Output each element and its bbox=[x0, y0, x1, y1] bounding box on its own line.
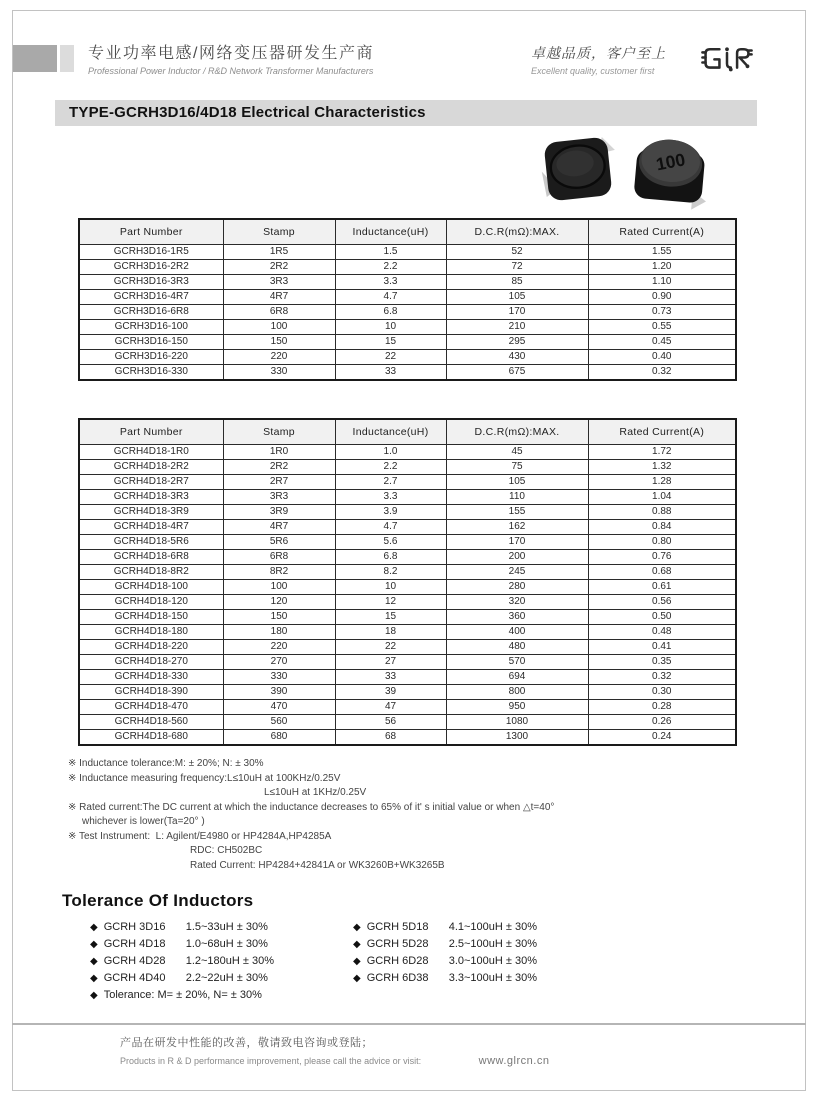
tolerance-section bbox=[90, 921, 537, 1006]
table-cell: 105 bbox=[446, 475, 588, 490]
table-cell: 100 bbox=[223, 320, 335, 335]
table-row bbox=[79, 655, 736, 670]
table-cell: 560 bbox=[223, 715, 335, 730]
tolerance-name: GCRH 6D28 bbox=[366, 955, 429, 967]
table-cell: 10 bbox=[335, 580, 446, 595]
header-light-square bbox=[60, 45, 74, 72]
table-row bbox=[79, 260, 736, 275]
gcrh3d16-table bbox=[78, 218, 737, 381]
table-row bbox=[79, 475, 736, 490]
diamond-bullet-icon: ◆ bbox=[90, 973, 98, 984]
tolerance-name: GCRH 5D28 bbox=[366, 938, 429, 950]
table-cell: 170 bbox=[446, 535, 588, 550]
tolerance-name: Tolerance: M= ± 20%, N= ± 30% bbox=[103, 989, 262, 1001]
table-cell: 1.10 bbox=[588, 275, 736, 290]
table-cell: 694 bbox=[446, 670, 588, 685]
tolerance-item bbox=[353, 938, 537, 950]
diamond-bullet-icon: ◆ bbox=[353, 922, 361, 933]
table-row bbox=[79, 305, 736, 320]
table-cell: 0.24 bbox=[588, 730, 736, 746]
company-logo-icon bbox=[698, 40, 756, 85]
table-cell: 0.55 bbox=[588, 320, 736, 335]
table-cell: 330 bbox=[223, 670, 335, 685]
notes bbox=[68, 757, 554, 873]
table-row bbox=[79, 715, 736, 730]
diamond-bullet-icon: ◆ bbox=[90, 922, 98, 933]
gcrh4d18-table bbox=[78, 418, 737, 746]
note-line: L≤10uH at 1KHz/0.25V bbox=[264, 787, 367, 798]
table-cell: GCRH3D16-3R3 bbox=[79, 275, 223, 290]
table-cell: 4R7 bbox=[223, 520, 335, 535]
table-row bbox=[79, 335, 736, 350]
diamond-bullet-icon: ◆ bbox=[90, 956, 98, 967]
tolerance-item bbox=[353, 921, 537, 933]
product-photos bbox=[537, 128, 711, 210]
table-cell: GCRH3D16-100 bbox=[79, 320, 223, 335]
inductor-photo-square bbox=[537, 128, 619, 210]
table-row bbox=[79, 445, 736, 460]
table-row bbox=[79, 245, 736, 260]
table-cell: 0.35 bbox=[588, 655, 736, 670]
footer-note-en bbox=[120, 1055, 549, 1067]
note-line: ※ Test Instrument: L: Agilent/E4980 or HP4284A,HP4285A bbox=[68, 830, 332, 842]
table-cell: 0.40 bbox=[588, 350, 736, 365]
table-row bbox=[79, 730, 736, 746]
footer-url: www.glrcn.cn bbox=[478, 1055, 550, 1067]
table-cell: 2R2 bbox=[223, 460, 335, 475]
table-cell: 0.41 bbox=[588, 640, 736, 655]
column-header: Rated Current(A) bbox=[588, 219, 736, 245]
note-line: ※ Inductance tolerance:M: ± 20%; N: ± 30% bbox=[68, 758, 264, 769]
company-block bbox=[88, 40, 374, 76]
table-cell: 33 bbox=[335, 670, 446, 685]
table-cell: GCRH4D18-2R7 bbox=[79, 475, 223, 490]
table-row bbox=[79, 550, 736, 565]
table-cell: 430 bbox=[446, 350, 588, 365]
table-cell: 170 bbox=[446, 305, 588, 320]
table-cell: GCRH4D18-150 bbox=[79, 610, 223, 625]
note-line: RDC: CH502BC bbox=[190, 845, 263, 856]
table-cell: 2.7 bbox=[335, 475, 446, 490]
table-cell: 2R2 bbox=[223, 260, 335, 275]
table-cell: 1080 bbox=[446, 715, 588, 730]
table-cell: 100 bbox=[223, 580, 335, 595]
table-cell: 2.2 bbox=[335, 260, 446, 275]
table-cell: 1.32 bbox=[588, 460, 736, 475]
table-cell: 0.76 bbox=[588, 550, 736, 565]
table-cell: 12 bbox=[335, 595, 446, 610]
table-cell: 3.3 bbox=[335, 490, 446, 505]
footer-note-en-text: Products in R & D performance improvement, please call the advice or visit: bbox=[120, 1056, 422, 1066]
column-header: Rated Current(A) bbox=[588, 419, 736, 445]
table-cell: 4.7 bbox=[335, 520, 446, 535]
table-cell: 5.6 bbox=[335, 535, 446, 550]
note-line: whichever is lower(Ta=20° ) bbox=[82, 816, 205, 827]
table-cell: GCRH4D18-1R0 bbox=[79, 445, 223, 460]
table-cell: 6R8 bbox=[223, 305, 335, 320]
footer bbox=[120, 1034, 549, 1067]
table-cell: 0.56 bbox=[588, 595, 736, 610]
table-cell: 0.68 bbox=[588, 565, 736, 580]
table-cell: GCRH3D16-220 bbox=[79, 350, 223, 365]
tolerance-item bbox=[90, 938, 350, 950]
page-title: TYPE-GCRH3D16/4D18 Electrical Characteristics bbox=[69, 104, 426, 121]
table-cell: 18 bbox=[335, 625, 446, 640]
inductor-photo-marked bbox=[629, 128, 711, 210]
table-cell: 39 bbox=[335, 685, 446, 700]
table-row bbox=[79, 685, 736, 700]
table-cell: 0.30 bbox=[588, 685, 736, 700]
table-cell: GCRH3D16-6R8 bbox=[79, 305, 223, 320]
tolerance-name: GCRH 4D40 bbox=[103, 972, 166, 984]
tolerance-heading: Tolerance Of Inductors bbox=[62, 891, 254, 910]
table-cell: 3R3 bbox=[223, 490, 335, 505]
table-cell: 105 bbox=[446, 290, 588, 305]
table-cell: 1.72 bbox=[588, 445, 736, 460]
table-cell: 0.84 bbox=[588, 520, 736, 535]
table-cell: 950 bbox=[446, 700, 588, 715]
company-name-zh: 专业功率电感/网络变压器研发生产商 bbox=[88, 45, 374, 62]
table-cell: 1R0 bbox=[223, 445, 335, 460]
table-cell: GCRH4D18-100 bbox=[79, 580, 223, 595]
table-cell: 45 bbox=[446, 445, 588, 460]
table-cell: GCRH4D18-2R2 bbox=[79, 460, 223, 475]
table-cell: GCRH4D18-8R2 bbox=[79, 565, 223, 580]
table-cell: GCRH4D18-390 bbox=[79, 685, 223, 700]
table-cell: 0.90 bbox=[588, 290, 736, 305]
tolerance-spec: 1.2~180uH ± 30% bbox=[185, 955, 274, 967]
tolerance-item bbox=[90, 921, 350, 933]
diamond-bullet-icon: ◆ bbox=[353, 973, 361, 984]
table-cell: 1300 bbox=[446, 730, 588, 746]
column-header: Inductance(uH) bbox=[335, 219, 446, 245]
table-row bbox=[79, 290, 736, 305]
tolerance-item bbox=[353, 955, 537, 967]
tagline-zh: 卓越品质，客户至上 bbox=[531, 45, 666, 61]
tolerance-item bbox=[90, 972, 350, 984]
tolerance-name: GCRH 3D16 bbox=[103, 921, 166, 933]
column-header: Stamp bbox=[223, 219, 335, 245]
table-cell: 1.0 bbox=[335, 445, 446, 460]
table-cell: 390 bbox=[223, 685, 335, 700]
table-row bbox=[79, 320, 736, 335]
table-cell: GCRH4D18-3R9 bbox=[79, 505, 223, 520]
table-cell: 0.88 bbox=[588, 505, 736, 520]
table-cell: 0.50 bbox=[588, 610, 736, 625]
table-cell: 10 bbox=[335, 320, 446, 335]
table-row bbox=[79, 670, 736, 685]
note-line: Rated Current: HP4284+42841A or WK3260B+WK3265B bbox=[190, 859, 445, 871]
table-cell: 1.5 bbox=[335, 245, 446, 260]
table-cell: 0.80 bbox=[588, 535, 736, 550]
tolerance-col-right bbox=[353, 921, 537, 1006]
table-cell: GCRH3D16-330 bbox=[79, 365, 223, 381]
table-cell: 150 bbox=[223, 335, 335, 350]
table-cell: 3R9 bbox=[223, 505, 335, 520]
table-cell: GCRH4D18-270 bbox=[79, 655, 223, 670]
company-name-en: Professional Power Inductor / R&D Network Transformer Manufacturers bbox=[88, 66, 374, 76]
table-cell: GCRH4D18-5R6 bbox=[79, 535, 223, 550]
tolerance-spec: 3.0~100uH ± 30% bbox=[448, 955, 537, 967]
table-cell: 72 bbox=[446, 260, 588, 275]
table-row bbox=[79, 365, 736, 381]
tolerance-item bbox=[353, 972, 537, 984]
table-cell: 210 bbox=[446, 320, 588, 335]
table-row bbox=[79, 535, 736, 550]
table-cell: 6R8 bbox=[223, 550, 335, 565]
table-cell: 3R3 bbox=[223, 275, 335, 290]
table-cell: 2.2 bbox=[335, 460, 446, 475]
table-row bbox=[79, 275, 736, 290]
table-cell: 6.8 bbox=[335, 550, 446, 565]
footer-divider bbox=[12, 1023, 806, 1025]
table-cell: 470 bbox=[223, 700, 335, 715]
table-cell: 33 bbox=[335, 365, 446, 381]
note-line: ※ Rated current:The DC current at which the inductance decreases to 65% of it' s initial value or when △t=40° bbox=[68, 801, 555, 813]
table-cell: 8R2 bbox=[223, 565, 335, 580]
table-cell: 110 bbox=[446, 490, 588, 505]
diamond-bullet-icon: ◆ bbox=[353, 956, 361, 967]
table-cell: 4.7 bbox=[335, 290, 446, 305]
table-cell: 1.28 bbox=[588, 475, 736, 490]
tagline-en: Excellent quality, customer first bbox=[531, 66, 655, 76]
table-cell: GCRH4D18-220 bbox=[79, 640, 223, 655]
column-header: Part Number bbox=[79, 219, 223, 245]
table-cell: 0.32 bbox=[588, 670, 736, 685]
diamond-bullet-icon: ◆ bbox=[353, 939, 361, 950]
table-cell: 3.9 bbox=[335, 505, 446, 520]
table-cell: 1.55 bbox=[588, 245, 736, 260]
table-cell: 52 bbox=[446, 245, 588, 260]
tolerance-spec: 2.5~100uH ± 30% bbox=[448, 938, 537, 950]
table-cell: GCRH4D18-680 bbox=[79, 730, 223, 746]
table-cell: 0.28 bbox=[588, 700, 736, 715]
note-line: ※ Inductance measuring frequency:L≤10uH at 100KHz/0.25V bbox=[68, 772, 341, 784]
tolerance-spec: 1.5~33uH ± 30% bbox=[185, 921, 268, 933]
table-cell: 150 bbox=[223, 610, 335, 625]
tolerance-spec: 2.2~22uH ± 30% bbox=[185, 972, 268, 984]
tolerance-item bbox=[90, 989, 350, 1001]
section-title-bar bbox=[55, 100, 757, 126]
diamond-bullet-icon: ◆ bbox=[90, 990, 98, 1001]
table-cell: 0.45 bbox=[588, 335, 736, 350]
table-row bbox=[79, 490, 736, 505]
table-row bbox=[79, 700, 736, 715]
table-cell: 180 bbox=[223, 625, 335, 640]
table-cell: GCRH4D18-120 bbox=[79, 595, 223, 610]
tolerance-name: GCRH 6D38 bbox=[366, 972, 429, 984]
table-header-row bbox=[79, 219, 736, 245]
table-cell: 1.20 bbox=[588, 260, 736, 275]
table-cell: 280 bbox=[446, 580, 588, 595]
table-cell: 400 bbox=[446, 625, 588, 640]
table-row bbox=[79, 595, 736, 610]
table-cell: 0.61 bbox=[588, 580, 736, 595]
table-cell: 1.04 bbox=[588, 490, 736, 505]
table-cell: 120 bbox=[223, 595, 335, 610]
table-cell: 155 bbox=[446, 505, 588, 520]
tagline-block bbox=[531, 43, 666, 76]
table-cell: 245 bbox=[446, 565, 588, 580]
tolerance-spec: 4.1~100uH ± 30% bbox=[448, 921, 537, 933]
table-cell: GCRH4D18-180 bbox=[79, 625, 223, 640]
table-cell: 6.8 bbox=[335, 305, 446, 320]
table-cell: 480 bbox=[446, 640, 588, 655]
table-cell: 2R7 bbox=[223, 475, 335, 490]
table-cell: GCRH3D16-1R5 bbox=[79, 245, 223, 260]
table-row bbox=[79, 625, 736, 640]
footer-note-zh: 产品在研发中性能的改善，敬请致电咨询或登陆； bbox=[120, 1037, 373, 1049]
table-cell: 47 bbox=[335, 700, 446, 715]
table-cell: 56 bbox=[335, 715, 446, 730]
table-row bbox=[79, 580, 736, 595]
table-cell: 0.73 bbox=[588, 305, 736, 320]
table-cell: 1R5 bbox=[223, 245, 335, 260]
table-cell: 75 bbox=[446, 460, 588, 475]
tolerance-item bbox=[90, 955, 350, 967]
table-cell: 8.2 bbox=[335, 565, 446, 580]
column-header: Inductance(uH) bbox=[335, 419, 446, 445]
table-row bbox=[79, 565, 736, 580]
table-cell: 0.48 bbox=[588, 625, 736, 640]
table-cell: 22 bbox=[335, 640, 446, 655]
tolerance-name: GCRH 5D18 bbox=[366, 921, 429, 933]
column-header: Part Number bbox=[79, 419, 223, 445]
column-header: D.C.R(mΩ):MAX. bbox=[446, 219, 588, 245]
table-cell: 270 bbox=[223, 655, 335, 670]
table-cell: GCRH4D18-470 bbox=[79, 700, 223, 715]
tolerance-name: GCRH 4D28 bbox=[103, 955, 166, 967]
column-header: Stamp bbox=[223, 419, 335, 445]
tolerance-col-left bbox=[90, 921, 350, 1006]
table-header-row bbox=[79, 419, 736, 445]
table-cell: 220 bbox=[223, 640, 335, 655]
header-dark-square bbox=[13, 45, 57, 72]
table-cell: 3.3 bbox=[335, 275, 446, 290]
table-cell: GCRH4D18-3R3 bbox=[79, 490, 223, 505]
table-cell: GCRH4D18-4R7 bbox=[79, 520, 223, 535]
table-cell: 675 bbox=[446, 365, 588, 381]
table-row bbox=[79, 640, 736, 655]
table-row bbox=[79, 505, 736, 520]
table-cell: 0.26 bbox=[588, 715, 736, 730]
table-cell: GCRH4D18-6R8 bbox=[79, 550, 223, 565]
table-cell: 15 bbox=[335, 610, 446, 625]
table-cell: 15 bbox=[335, 335, 446, 350]
diamond-bullet-icon: ◆ bbox=[90, 939, 98, 950]
table-cell: 295 bbox=[446, 335, 588, 350]
table-cell: 85 bbox=[446, 275, 588, 290]
table-cell: 800 bbox=[446, 685, 588, 700]
table-cell: 320 bbox=[446, 595, 588, 610]
table-cell: 0.32 bbox=[588, 365, 736, 381]
table-cell: 68 bbox=[335, 730, 446, 746]
table-cell: GCRH4D18-560 bbox=[79, 715, 223, 730]
table-cell: GCRH3D16-4R7 bbox=[79, 290, 223, 305]
table-cell: 360 bbox=[446, 610, 588, 625]
table-row bbox=[79, 350, 736, 365]
tolerance-spec: 1.0~68uH ± 30% bbox=[185, 938, 268, 950]
product-marking: 100 bbox=[654, 149, 687, 175]
tolerance-name: GCRH 4D18 bbox=[103, 938, 166, 950]
tolerance-spec: 3.3~100uH ± 30% bbox=[448, 972, 537, 984]
table-cell: 330 bbox=[223, 365, 335, 381]
table-cell: 27 bbox=[335, 655, 446, 670]
table-row bbox=[79, 460, 736, 475]
table-cell: 162 bbox=[446, 520, 588, 535]
table-cell: 570 bbox=[446, 655, 588, 670]
table-cell: 22 bbox=[335, 350, 446, 365]
table-cell: GCRH4D18-330 bbox=[79, 670, 223, 685]
table-cell: 5R6 bbox=[223, 535, 335, 550]
column-header: D.C.R(mΩ):MAX. bbox=[446, 419, 588, 445]
table-row bbox=[79, 610, 736, 625]
table-cell: 200 bbox=[446, 550, 588, 565]
table-cell: GCRH3D16-150 bbox=[79, 335, 223, 350]
table-cell: 680 bbox=[223, 730, 335, 746]
table-cell: 220 bbox=[223, 350, 335, 365]
table-row bbox=[79, 520, 736, 535]
table-cell: 4R7 bbox=[223, 290, 335, 305]
table-cell: GCRH3D16-2R2 bbox=[79, 260, 223, 275]
